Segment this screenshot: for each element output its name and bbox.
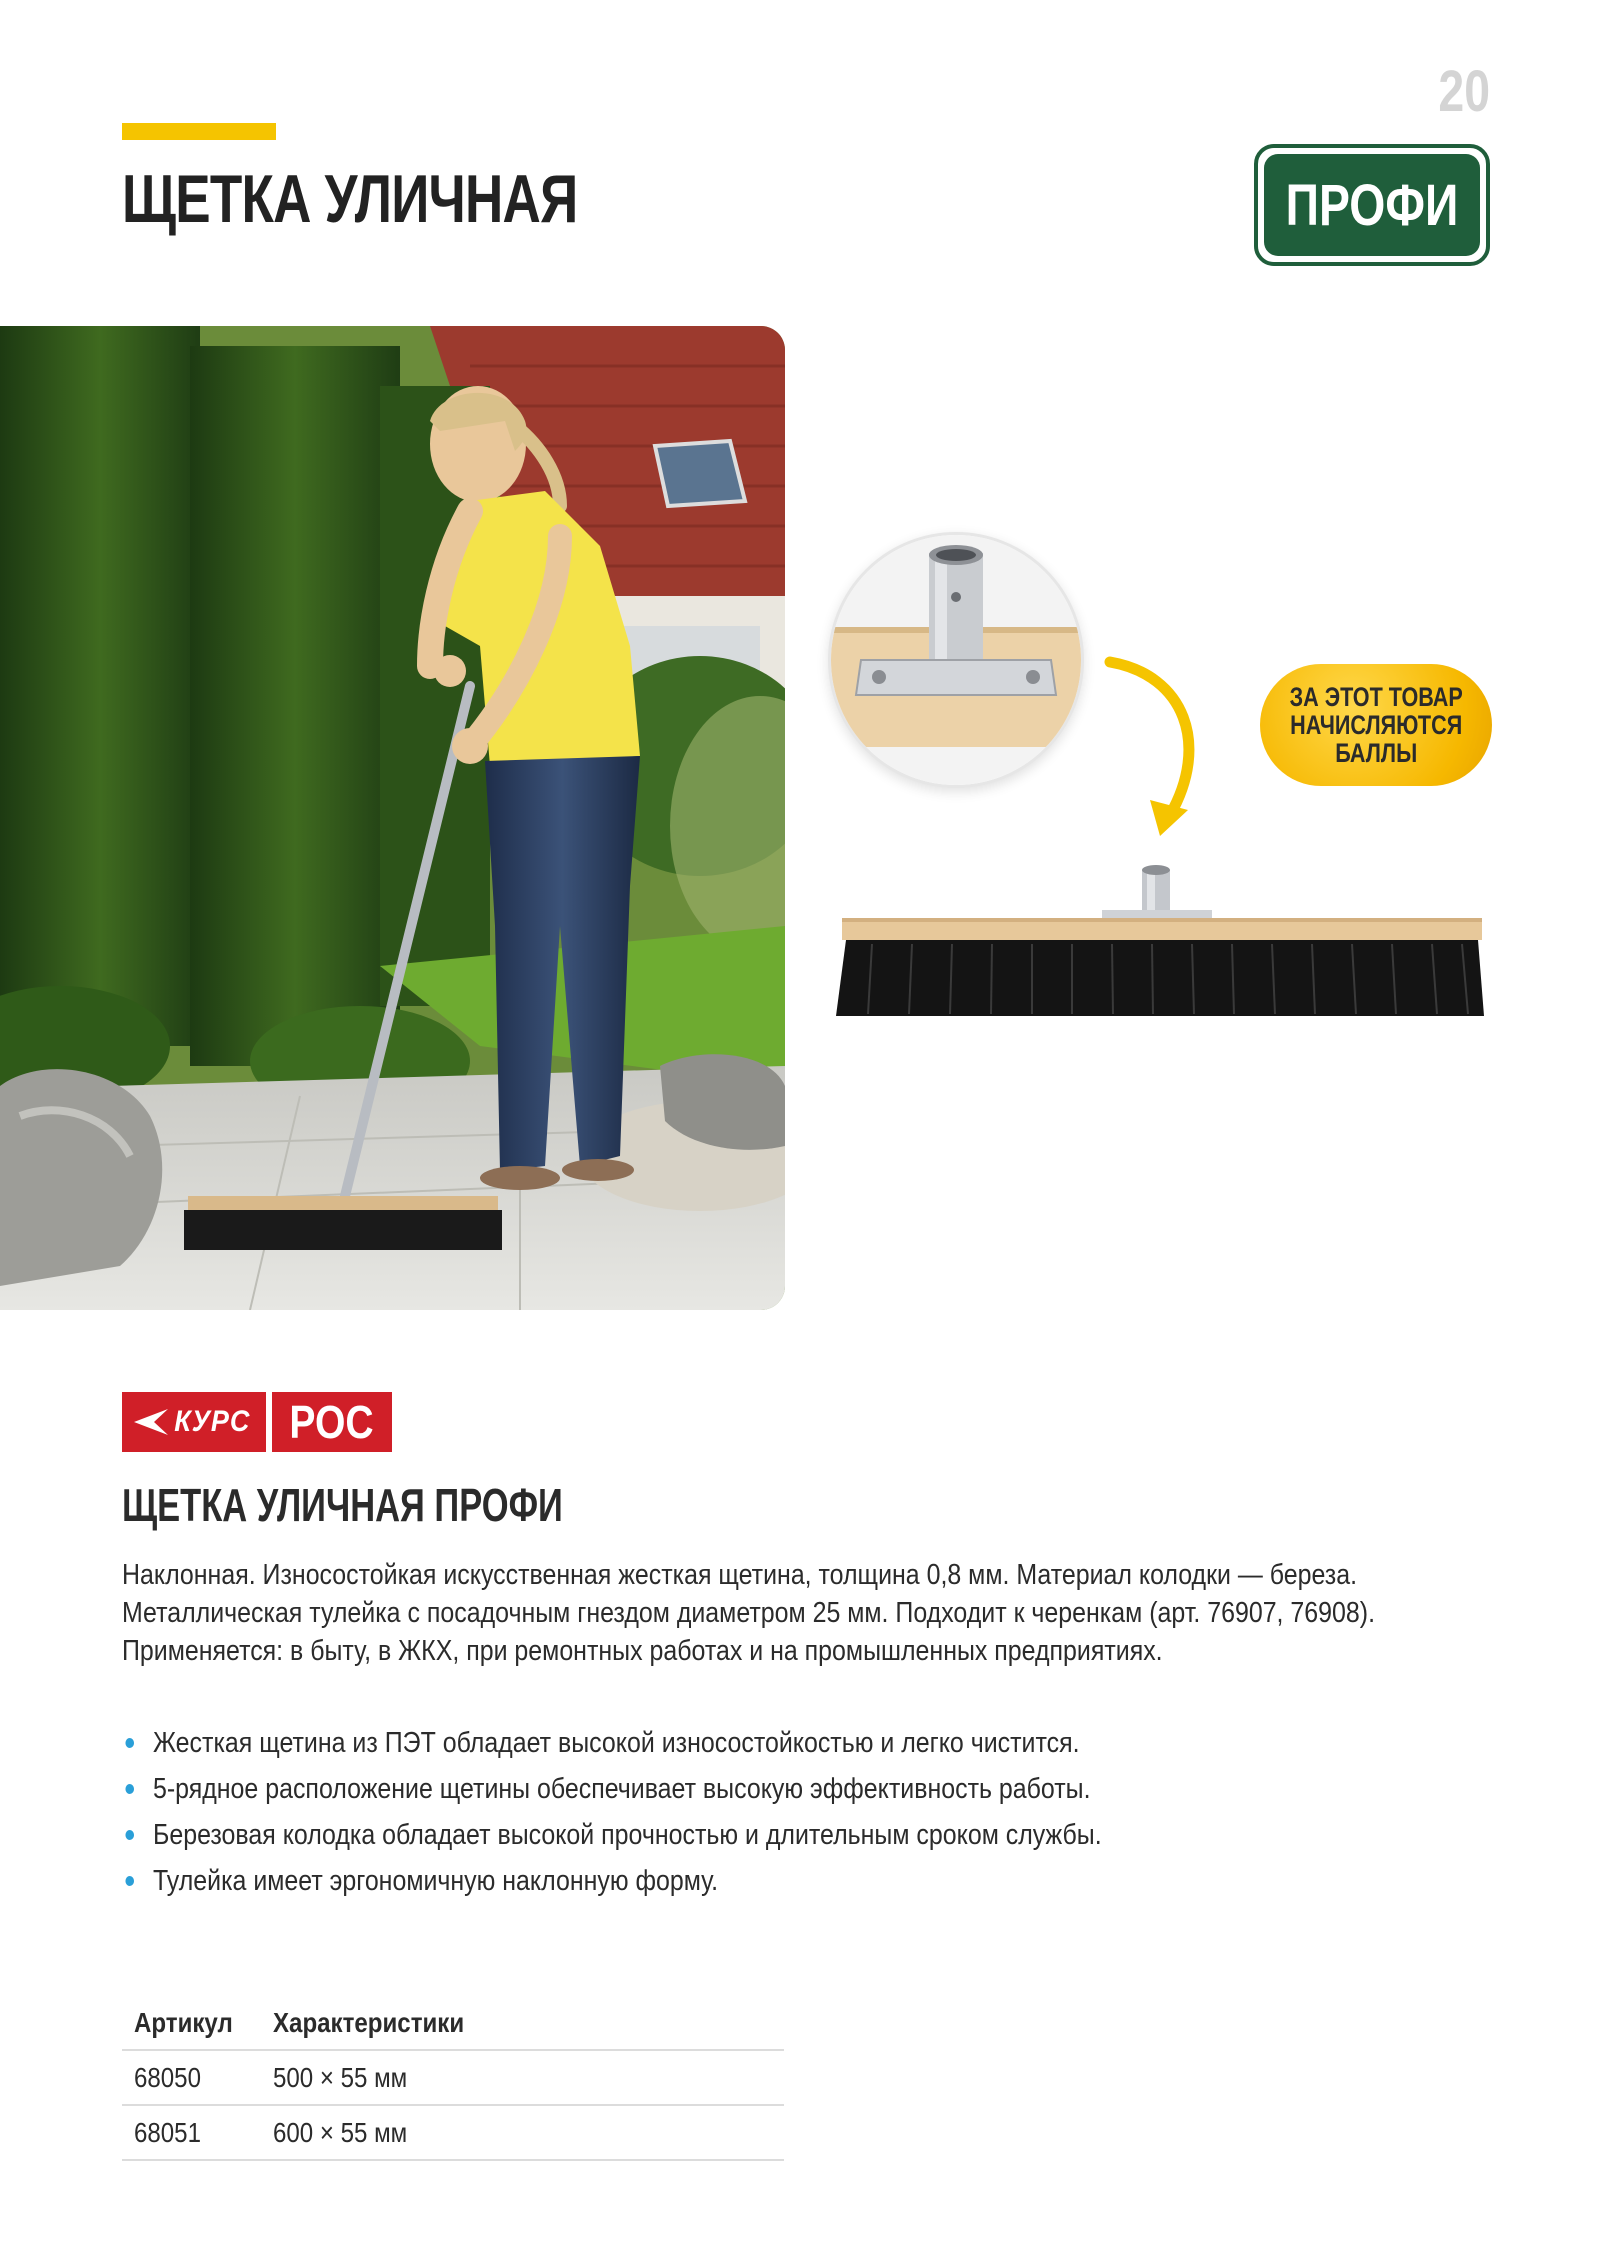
accent-bar (122, 123, 276, 140)
brand-logo-ros (272, 1392, 392, 1452)
feature-item: 5-рядное расположение щетины обеспечивает высокую эффективность работы. (122, 1766, 1102, 1812)
article-cell: 68051 (122, 2105, 261, 2160)
profi-badge (1254, 144, 1490, 266)
table-header-row (122, 1996, 784, 2050)
column-header-article: Артикул (122, 1996, 261, 2050)
points-badge (1260, 664, 1492, 786)
description-line: Применяется: в быту, в ЖКХ, при ремонтных работах и на промышленных предприятиях. (122, 1635, 1163, 1667)
lifestyle-photo (0, 326, 785, 1310)
spec-cell: 500 × 55 мм (261, 2050, 784, 2105)
feature-item: Тулейка имеет эргономичную наклонную форму. (122, 1858, 1102, 1904)
arrow-logo-icon (134, 1407, 168, 1437)
description-line: Наклонная. Износостойкая искусственная жесткая щетина, толщина 0,8 мм. Материал колодки — береза. (122, 1559, 1358, 1591)
broom-product-image (832, 860, 1492, 1020)
article-cell: 68050 (122, 2050, 261, 2105)
product-description (122, 1556, 1395, 1670)
feature-item: Жесткая щетина из ПЭТ обладает высокой износостойкостью и легко чистится. (122, 1720, 1102, 1766)
points-badge-text: ЗА ЭТОТ ТОВАР НАЧИСЛЯЮТСЯ БАЛЛЫ (1289, 682, 1463, 768)
page-number: 20 (1438, 59, 1490, 124)
column-header-specs: Характеристики (261, 1996, 784, 2050)
page-title: ЩЕТКА УЛИЧНАЯ (122, 161, 578, 237)
spec-table (122, 1996, 784, 2161)
description-line: Металлическая тулейка с посадочным гнездом диаметром 25 мм. Подходит к черенкам (арт. 76907, 76908). (122, 1597, 1376, 1629)
brand-logo-ros-text: РОС (289, 1396, 375, 1448)
feature-item: Березовая колодка обладает высокой прочностью и длительным сроком службы. (122, 1812, 1102, 1858)
socket-detail-image (828, 532, 1084, 788)
spec-cell: 600 × 55 мм (261, 2105, 784, 2160)
curved-arrow-icon (1090, 650, 1220, 840)
brand-logo-kurs (122, 1392, 266, 1452)
product-title: ЩЕТКА УЛИЧНАЯ ПРОФИ (122, 1479, 563, 1531)
feature-list (122, 1720, 1102, 1904)
table-row (122, 2050, 784, 2105)
table-row (122, 2105, 784, 2160)
brand-logo-kurs-text: КУРС (174, 1405, 250, 1438)
profi-badge-label: ПРОФИ (1285, 172, 1459, 238)
